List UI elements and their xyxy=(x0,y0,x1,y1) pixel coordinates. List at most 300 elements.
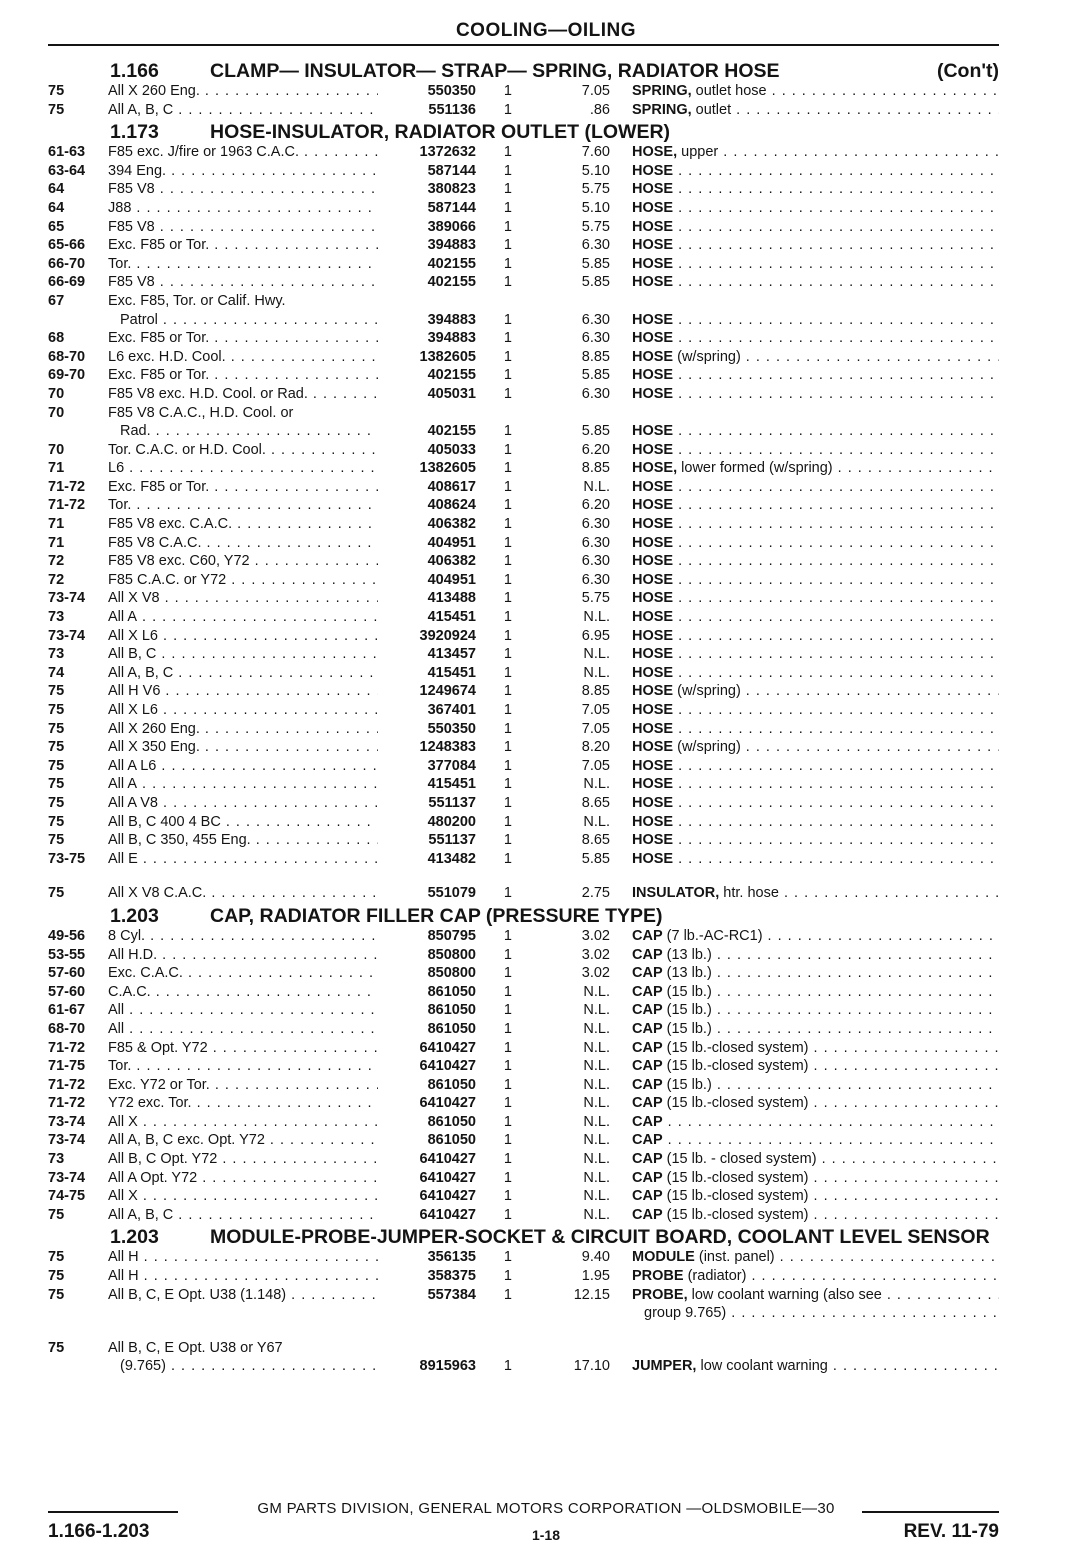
quantity: 1 xyxy=(503,1095,512,1112)
description-name: CAP xyxy=(632,1058,663,1075)
quantity: 1 xyxy=(503,1132,512,1149)
year-range: 75 xyxy=(48,757,65,774)
description-line xyxy=(632,441,999,460)
model-line: Y72 exc. Tor. . . . xyxy=(108,1094,378,1113)
price: 8.65 xyxy=(581,832,610,849)
price: 6.30 xyxy=(581,534,610,551)
description-name: HOSE xyxy=(632,646,674,663)
description-line xyxy=(632,329,999,348)
quantity: 1 xyxy=(503,516,512,533)
description-detail: (7 lb.-AC-RC1) xyxy=(662,927,763,944)
year-range: 73-74 xyxy=(48,1132,86,1149)
description-line xyxy=(632,459,999,478)
description-detail: (w/spring) xyxy=(673,683,741,700)
description-name: HOSE xyxy=(632,850,674,867)
quantity: 1 xyxy=(503,702,512,718)
model-line: Exc. F85 or Tor. . . . xyxy=(108,366,378,385)
description-line xyxy=(632,1169,999,1188)
model-line: F85 & Opt. Y72 . . . xyxy=(108,1039,378,1058)
part-number: 6410427 xyxy=(419,1206,476,1223)
quantity: 1 xyxy=(503,1358,512,1375)
year-range: 75 xyxy=(48,794,65,811)
model-line: All A, B, C exc. Opt. Y72 . . . xyxy=(108,1131,378,1150)
price: N.L. xyxy=(583,1169,610,1186)
model-line: All B, C Opt. Y72 . . . xyxy=(108,1150,378,1169)
description-line xyxy=(632,199,999,218)
description-name: HOSE xyxy=(632,274,674,291)
year-range: 75 xyxy=(48,702,65,718)
model-application xyxy=(108,1113,378,1132)
description-name: HOSE xyxy=(632,497,674,514)
quantity: 1 xyxy=(503,478,512,495)
model-line: All B, C 400 4 BC . . . xyxy=(108,813,378,832)
description-detail: low coolant warning (also see xyxy=(687,1286,882,1303)
year-range: 67 xyxy=(48,292,65,309)
model-application xyxy=(108,273,378,292)
model-application xyxy=(108,1150,378,1169)
description-name: CAP xyxy=(632,983,663,1000)
description-detail: (15 lb. - closed system) xyxy=(662,1151,817,1168)
model-line: All X 350 Eng. . . . xyxy=(108,738,378,757)
part-number: 551137 xyxy=(428,832,476,849)
part-description xyxy=(610,162,999,181)
model-line: Tor. . . . xyxy=(108,496,378,515)
description-name: HOSE xyxy=(632,330,674,347)
quantity: 1 xyxy=(503,144,512,161)
model-line: Tor. C.A.C. or H.D. Cool. . . . xyxy=(108,441,378,460)
part-description xyxy=(610,82,999,101)
model-application xyxy=(108,738,378,757)
year-range: 71-72 xyxy=(48,1095,86,1112)
part-description xyxy=(610,1248,999,1267)
description-name: HOSE xyxy=(632,534,674,551)
description-name: SPRING, xyxy=(632,101,692,118)
model-application xyxy=(108,534,378,553)
year-range: 68 xyxy=(48,330,65,347)
quantity: 1 xyxy=(503,553,512,570)
parts-row xyxy=(48,199,999,218)
part-description xyxy=(610,627,999,646)
price: 6.30 xyxy=(581,385,610,402)
year-range: 65 xyxy=(48,218,65,235)
part-number: 551137 xyxy=(428,794,476,811)
price: N.L. xyxy=(583,1151,610,1168)
description-line xyxy=(632,645,999,664)
section-title: CAP, RADIATOR FILLER CAP (PRESSURE TYPE) xyxy=(210,904,663,927)
price: N.L. xyxy=(583,1058,610,1075)
part-number: 380823 xyxy=(427,181,476,198)
price: N.L. xyxy=(583,478,610,495)
description-line xyxy=(632,1150,999,1169)
price: N.L. xyxy=(583,609,610,626)
model-line: All X . . . xyxy=(108,1113,378,1132)
part-description xyxy=(610,534,999,553)
model-application xyxy=(108,515,378,534)
year-range: 66-69 xyxy=(48,274,86,291)
part-description xyxy=(610,459,999,478)
year-range: 53-55 xyxy=(48,946,86,963)
model-application xyxy=(108,496,378,515)
model-application xyxy=(108,1131,378,1150)
description-detail: (13 lb.) xyxy=(662,946,712,963)
price: 7.05 xyxy=(581,83,610,99)
section-0 xyxy=(48,60,999,119)
description-line xyxy=(632,946,999,965)
quantity: 1 xyxy=(503,367,512,384)
part-description xyxy=(610,218,999,237)
part-description xyxy=(610,964,999,983)
description-line xyxy=(632,738,999,757)
part-description xyxy=(610,946,999,965)
price: 1.95 xyxy=(581,1268,610,1285)
price: 3.02 xyxy=(581,946,610,963)
description-line xyxy=(632,664,999,683)
part-number: 405033 xyxy=(427,441,476,458)
description-line xyxy=(632,720,999,739)
description-line xyxy=(632,101,999,120)
part-description xyxy=(610,794,999,813)
quantity: 1 xyxy=(503,571,512,588)
parts-row xyxy=(48,1206,999,1225)
description-line xyxy=(632,162,999,181)
model-line: All B, C . . . xyxy=(108,645,378,664)
part-number: 861050 xyxy=(427,983,476,1000)
quantity: 1 xyxy=(503,832,512,849)
parts-row xyxy=(48,701,999,720)
description-name: SPRING, xyxy=(632,83,692,99)
part-number: 404951 xyxy=(427,571,476,588)
price: 6.20 xyxy=(581,441,610,458)
part-number: 367401 xyxy=(427,702,476,718)
price: 8.85 xyxy=(581,460,610,477)
quantity: 1 xyxy=(503,739,512,756)
model-application xyxy=(108,404,378,441)
description-line xyxy=(632,682,999,701)
part-description xyxy=(610,404,999,441)
year-range: 70 xyxy=(48,404,65,421)
model-line: Exc. C.A.C. . . . xyxy=(108,964,378,983)
part-number: 550350 xyxy=(427,720,476,737)
model-application xyxy=(108,946,378,965)
part-description xyxy=(610,775,999,794)
model-line: All A . . . xyxy=(108,608,378,627)
model-line: All X L6 . . . xyxy=(108,627,378,646)
part-description xyxy=(610,101,999,120)
quantity: 1 xyxy=(503,720,512,737)
part-number: 408624 xyxy=(427,497,476,514)
year-range: 75 xyxy=(48,1339,65,1356)
price: N.L. xyxy=(583,664,610,681)
model-line-2: Patrol . . . xyxy=(108,311,378,330)
year-range: 64 xyxy=(48,199,65,216)
year-range: 68-70 xyxy=(48,348,86,365)
part-description xyxy=(610,180,999,199)
part-number: 377084 xyxy=(427,757,476,774)
model-line: All E . . . xyxy=(108,850,378,869)
description-name: HOSE xyxy=(632,720,674,737)
model-application xyxy=(108,199,378,218)
quantity: 1 xyxy=(503,609,512,626)
price: 6.30 xyxy=(581,571,610,588)
part-number: 587144 xyxy=(427,162,476,179)
description-name: JUMPER, xyxy=(632,1358,697,1375)
parts-row xyxy=(48,329,999,348)
description-detail: (13 lb.) xyxy=(662,965,712,982)
description-line xyxy=(632,1076,999,1095)
model-line: All B, C 350, 455 Eng. . . . xyxy=(108,831,378,850)
part-number: 413457 xyxy=(427,646,476,663)
parts-row xyxy=(48,850,999,869)
model-line: All A . . . xyxy=(108,775,378,794)
part-description xyxy=(610,589,999,608)
quantity: 1 xyxy=(503,1151,512,1168)
description-line-2: group 9.765) . . . xyxy=(632,1304,999,1323)
quantity: 1 xyxy=(503,348,512,365)
description-name: HOSE xyxy=(632,311,674,328)
model-application xyxy=(108,552,378,571)
part-number: 1372632 xyxy=(419,144,476,161)
part-description xyxy=(610,738,999,757)
parts-row xyxy=(48,162,999,181)
price: 6.30 xyxy=(581,311,610,328)
section-heading xyxy=(48,121,999,143)
parts-row xyxy=(48,589,999,608)
description-detail: (15 lb.) xyxy=(662,1020,712,1037)
price: 5.75 xyxy=(581,218,610,235)
parts-row xyxy=(48,1113,999,1132)
model-application xyxy=(108,366,378,385)
model-application xyxy=(108,701,378,720)
year-range: 74-75 xyxy=(48,1188,86,1205)
parts-row xyxy=(48,1267,999,1286)
description-line xyxy=(632,255,999,274)
description-name: HOSE xyxy=(632,757,674,774)
description-name: HOSE xyxy=(632,739,674,756)
year-range: 73-74 xyxy=(48,590,86,607)
part-number: 850795 xyxy=(427,927,476,944)
description-name: HOSE xyxy=(632,255,674,272)
year-range: 75 xyxy=(48,1249,65,1266)
part-number: 861050 xyxy=(427,1076,476,1093)
model-line: 394 Eng. . . . xyxy=(108,162,378,181)
model-application xyxy=(108,1206,378,1225)
description-name: HOSE xyxy=(632,478,674,495)
description-line xyxy=(632,757,999,776)
part-number: 1382605 xyxy=(419,348,476,365)
model-application xyxy=(108,720,378,739)
description-name: HOSE xyxy=(632,237,674,254)
description-name: HOSE, xyxy=(632,460,678,477)
parts-row xyxy=(48,720,999,739)
description-name: CAP xyxy=(632,1020,663,1037)
year-range: 71 xyxy=(48,516,65,533)
model-line-2: (9.765) . . . xyxy=(108,1357,378,1376)
year-range: 75 xyxy=(48,813,65,830)
year-range: 75 xyxy=(48,776,65,793)
part-description xyxy=(610,199,999,218)
model-application xyxy=(108,218,378,237)
parts-row xyxy=(48,571,999,590)
price: 9.40 xyxy=(581,1249,610,1266)
parts-row xyxy=(48,1076,999,1095)
part-number: 850800 xyxy=(427,946,476,963)
description-line xyxy=(632,385,999,404)
model-application xyxy=(108,813,378,832)
description-line xyxy=(632,366,999,385)
model-line: Tor. . . . xyxy=(108,1057,378,1076)
model-line: All H V6 . . . xyxy=(108,682,378,701)
part-number: 415451 xyxy=(427,776,476,793)
description-line xyxy=(632,143,999,162)
part-description xyxy=(610,292,999,329)
description-detail: (15 lb.-closed system) xyxy=(662,1039,809,1056)
model-application xyxy=(108,757,378,776)
description-line xyxy=(632,515,999,534)
part-description xyxy=(610,366,999,385)
part-description xyxy=(610,236,999,255)
model-application xyxy=(108,1057,378,1076)
parts-row xyxy=(48,964,999,983)
description-detail: (15 lb.-closed system) xyxy=(662,1058,809,1075)
quantity: 1 xyxy=(503,423,512,440)
year-range: 64 xyxy=(48,181,65,198)
quantity: 1 xyxy=(503,927,512,944)
quantity: 1 xyxy=(503,1076,512,1093)
model-line: All A Opt. Y72 . . . xyxy=(108,1169,378,1188)
price: 6.30 xyxy=(581,237,610,254)
quantity: 1 xyxy=(503,1169,512,1186)
part-description xyxy=(610,664,999,683)
part-description xyxy=(610,1206,999,1225)
price: 3.02 xyxy=(581,927,610,944)
description-name: CAP xyxy=(632,927,663,944)
model-line: All A, B, C . . . xyxy=(108,101,378,120)
part-number: 408617 xyxy=(427,478,476,495)
year-range: 75 xyxy=(48,1206,65,1223)
model-application xyxy=(108,1094,378,1113)
model-application xyxy=(108,1039,378,1058)
part-number: 356135 xyxy=(427,1249,476,1266)
model-application xyxy=(108,478,378,497)
model-line: 8 Cyl. . . . xyxy=(108,927,378,946)
part-description xyxy=(610,143,999,162)
description-detail: htr. hose xyxy=(719,885,779,902)
description-line xyxy=(632,983,999,1002)
year-range: 71-75 xyxy=(48,1058,86,1075)
description-detail: low coolant warning xyxy=(696,1358,828,1375)
part-number: 406382 xyxy=(427,553,476,570)
parts-row xyxy=(48,180,999,199)
description-name: HOSE, xyxy=(632,144,678,161)
description-name: CAP xyxy=(632,1002,663,1019)
description-line xyxy=(632,552,999,571)
quantity: 1 xyxy=(503,683,512,700)
part-number: 861050 xyxy=(427,1020,476,1037)
parts-row xyxy=(48,884,999,903)
model-line: F85 V8 C.A.C. . . . xyxy=(108,534,378,553)
description-name: CAP xyxy=(632,1206,663,1223)
price: N.L. xyxy=(583,1020,610,1037)
part-description xyxy=(610,496,999,515)
model-application xyxy=(108,794,378,813)
description-line xyxy=(632,1113,999,1132)
footer-publisher: GM PARTS DIVISION, GENERAL MOTORS CORPORATION —OLDSMOBILE—30 xyxy=(257,1500,835,1517)
price: 7.05 xyxy=(581,702,610,718)
price: 8.85 xyxy=(581,348,610,365)
description-name: HOSE xyxy=(632,590,674,607)
price: 5.85 xyxy=(581,255,610,272)
year-range: 73 xyxy=(48,609,65,626)
parts-row xyxy=(48,1057,999,1076)
part-number: 415451 xyxy=(427,664,476,681)
quantity: 1 xyxy=(503,664,512,681)
quantity: 1 xyxy=(503,460,512,477)
part-number: 1249674 xyxy=(419,683,476,700)
year-range: 74 xyxy=(48,664,65,681)
model-application xyxy=(108,775,378,794)
parts-row xyxy=(48,218,999,237)
year-range: 71-72 xyxy=(48,478,86,495)
quantity: 1 xyxy=(503,181,512,198)
description-detail: outlet xyxy=(691,101,732,118)
model-application xyxy=(108,101,378,120)
year-range: 73-75 xyxy=(48,850,86,867)
description-detail: lower formed (w/spring) xyxy=(677,460,833,477)
quantity: 1 xyxy=(503,385,512,402)
part-description xyxy=(610,884,999,903)
price: 12.15 xyxy=(573,1286,610,1303)
quantity: 1 xyxy=(503,1206,512,1223)
parts-row xyxy=(48,946,999,965)
model-line: Exc. F85 or Tor. . . . xyxy=(108,329,378,348)
page-header-title: COOLING—OILING xyxy=(455,20,637,41)
model-line: All X V8 C.A.C. . . . xyxy=(108,884,378,903)
description-name: HOSE xyxy=(632,516,674,533)
model-line: F85 exc. J/fire or 1963 C.A.C. . . . xyxy=(108,143,378,162)
description-line xyxy=(632,534,999,553)
year-range: 49-56 xyxy=(48,927,86,944)
model-application xyxy=(108,329,378,348)
description-name: HOSE xyxy=(632,162,674,179)
parts-row xyxy=(48,1001,999,1020)
price: 5.75 xyxy=(581,590,610,607)
quantity: 1 xyxy=(503,1020,512,1037)
parts-row xyxy=(48,1248,999,1267)
price: N.L. xyxy=(583,1039,610,1056)
description-detail: (radiator) xyxy=(683,1268,747,1285)
year-range: 71-72 xyxy=(48,497,86,514)
description-detail: (w/spring) xyxy=(673,739,741,756)
quantity: 1 xyxy=(503,1039,512,1056)
part-description xyxy=(610,552,999,571)
parts-row xyxy=(48,552,999,571)
quantity: 1 xyxy=(503,1249,512,1266)
description-name: HOSE xyxy=(632,832,674,849)
model-application xyxy=(108,850,378,869)
part-number: 389066 xyxy=(427,218,476,235)
parts-row xyxy=(48,738,999,757)
year-range: 72 xyxy=(48,571,65,588)
section-number: 1.173 xyxy=(110,121,159,144)
year-range: 73-74 xyxy=(48,1113,86,1130)
description-name: HOSE xyxy=(632,683,674,700)
description-name: CAP xyxy=(632,1151,663,1168)
parts-row xyxy=(48,101,999,120)
description-name: HOSE xyxy=(632,553,674,570)
parts-row xyxy=(48,682,999,701)
description-name: MODULE xyxy=(632,1249,695,1266)
parts-listing xyxy=(48,58,999,1378)
